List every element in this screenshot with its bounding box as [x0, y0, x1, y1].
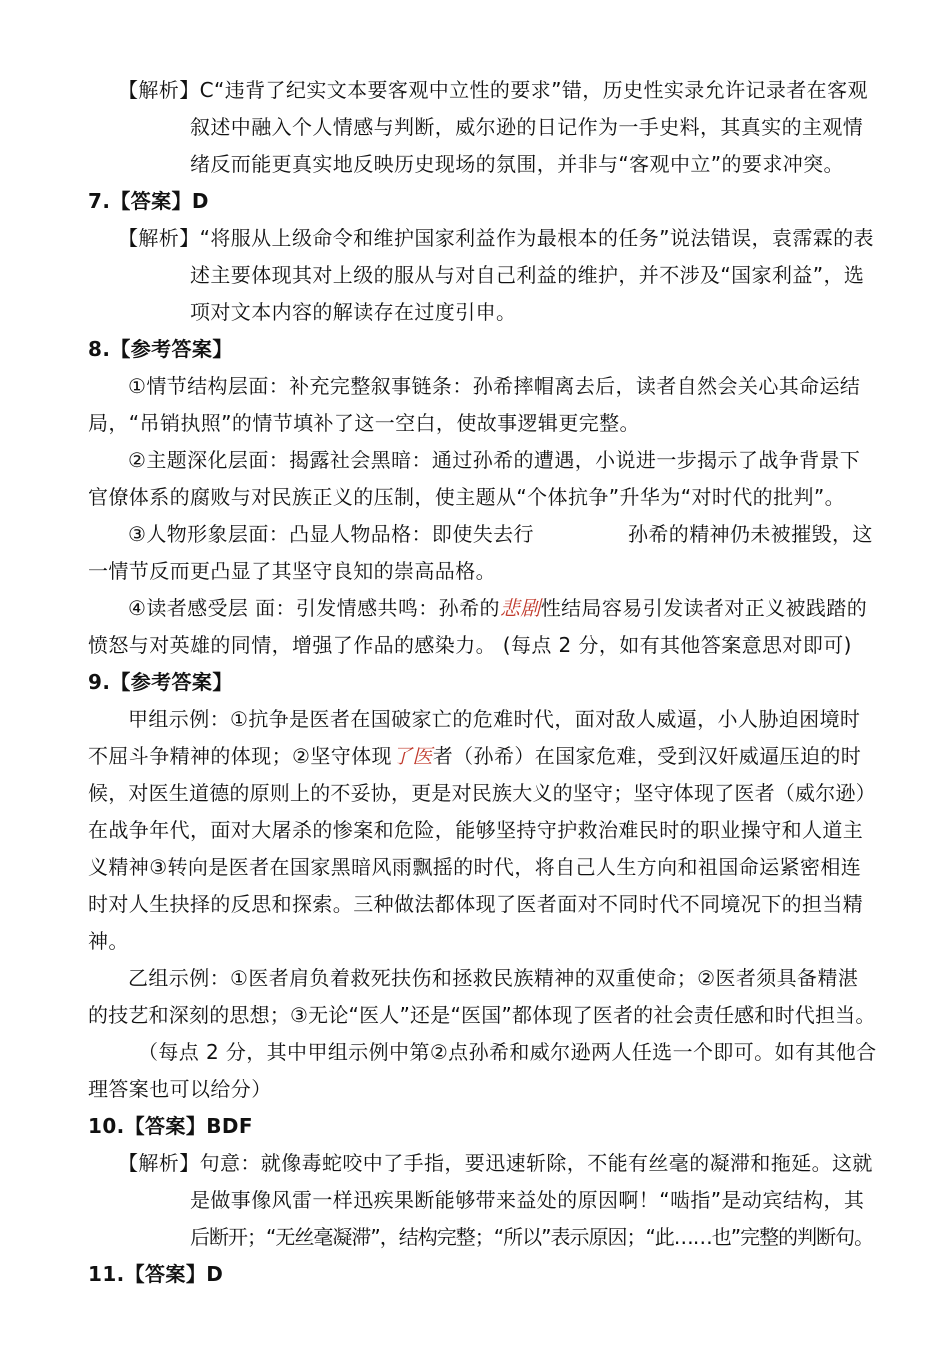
q7-heading: 7.【答案】D: [88, 189, 209, 213]
q7-analysis-line-1: 【解析】“将服从上级命令和维护国家利益作为最根本的任务”说法错误，袁霈霖的表: [118, 226, 874, 250]
q9-scoring-note-line-2: 理答案也可以给分）: [88, 1077, 272, 1101]
q11-heading: 11.【答案】D: [88, 1262, 224, 1286]
q9-group-a-line-2: [88, 741, 861, 771]
q9-group-a-line-3: 候，对医生道德的原则上的不妥协，更是对民族大义的坚守；坚守体现了医者（威尔逊）: [88, 781, 876, 805]
q9-text-b: 者（孙希）在国家危难，受到汉奸威逼压迫的时: [432, 744, 862, 768]
q10-analysis-line-1: 【解析】句意：就像毒蛇咬中了手指，要迅速斩除，不能有丝毫的凝滞和拖延。这就: [118, 1151, 873, 1175]
q8-point-1-line-1: ①情节结构层面：补充完整叙事链条：孙希摔帽离去后，读者自然会关心其命运结: [128, 374, 861, 398]
q8-point-1-line-2: 局，“吊销执照”的情节填补了这一空白，使故事逻辑更完整。: [88, 411, 640, 435]
q9-handwritten-mark: 了医: [391, 744, 433, 768]
q9-group-a-line-7: 神。: [88, 929, 129, 953]
q9-group-b-line-2: 的技艺和深刻的思想；③无论“医人”还是“医国”都体现了医者的社会责任感和时代担当。: [88, 1003, 876, 1027]
q8-point-4-line-1: [128, 593, 867, 623]
q6-analysis-line-3: 绪反而能更真实地反映历史现场的氛围，并非与“客观中立”的要求冲突。: [190, 152, 844, 176]
q9-group-b-line-1: 乙组示例：①医者肩负着救死扶伤和拯救民族精神的双重使命；②医者须具备精湛: [128, 966, 859, 990]
q9-group-a-line-4: 在战争年代，面对大屠杀的惨案和危险，能够坚持守护救治难民时的职业操守和人道主: [88, 818, 864, 842]
q8-point-4-text-b: 性结局容易引发读者对正义被践踏的: [540, 596, 868, 620]
q9-text-a: 不屈斗争精神的体现；②坚守体现: [88, 744, 392, 768]
q10-heading: 10.【答案】BDF: [88, 1114, 253, 1138]
q8-point-2-line-1: ②主题深化层面：揭露社会黑暗：通过孙希的遭遇，小说进一步揭示了战争背景下: [128, 448, 861, 472]
q10-analysis-line-2: 是做事像风雷一样迅疾果断能够带来益处的原因啊！“啮指”是动宾结构，其: [190, 1188, 865, 1212]
q8-point-3-line-2: 一情节反而更凸显了其坚守良知的崇高品格。: [88, 559, 496, 583]
q8-point-4-line-2: [88, 630, 852, 660]
q10-analysis-line-3: 后断开；“无丝毫凝滞”，结构完整；“所以”表示原因；“此……也”完整的判断句。: [190, 1225, 874, 1249]
q9-group-a-line-6: 时对人生抉择的反思和探索。三种做法都体现了医者面对不同时代不同境况下的担当精: [88, 892, 864, 916]
q9-heading: 9.【参考答案】: [88, 670, 233, 694]
q7-analysis-line-3: 项对文本内容的解读存在过度引申。: [190, 300, 517, 324]
q8-point-3-line-1b: 孙希的精神仍未被摧毁，这: [628, 522, 873, 546]
q8-point-2-line-2: 官僚体系的腐败与对民族正义的压制，使主题从“个体抗争”升华为“对时代的批判”。: [88, 485, 846, 509]
q6-analysis-line-2: 叙述中融入个人情感与判断，威尔逊的日记作为一手史料，其真实的主观情: [190, 115, 864, 139]
q6-analysis-line-1: 【解析】C“违背了纪实文本要客观中立性的要求”错，历史性实录允许记录者在客观: [118, 78, 868, 102]
q9-scoring-note-line-1: （每点 2 分，其中甲组示例中第②点孙希和威尔逊两人任选一个即可。如有其他合: [138, 1040, 877, 1064]
q8-point-4-text-a: ④读者感受层 面：引发情感共鸣：孙希的: [128, 596, 500, 620]
q7-analysis-line-2: 述主要体现其对上级的服从与对自己利益的维护，并不涉及“国家利益”，选: [190, 263, 865, 287]
q9-group-a-line-5: 义精神③转向是医者在国家黑暗风雨飘摇的时代，将自己人生方向和祖国命运紧密相连: [88, 855, 862, 879]
q8-heading: 8.【参考答案】: [88, 337, 233, 361]
q8-point-4-text-d: 力。: [455, 633, 497, 657]
q8-point-4-text-c: 愤怒与对英雄的同情，增强了作品的感染: [88, 633, 456, 657]
q9-group-a-line-1: 甲组示例：①抗争是医者在国破家亡的危难时代，面对敌人威逼，小人胁迫困境时: [128, 707, 861, 731]
q8-handwritten-mark: 悲剧: [499, 596, 541, 620]
q8-point-3-line-1a: ③人物形象层面：凸显人物品格：即使失去行: [128, 522, 534, 546]
q8-scoring-note: (每点 2 分，如有其他答案意思对即可): [502, 633, 852, 657]
